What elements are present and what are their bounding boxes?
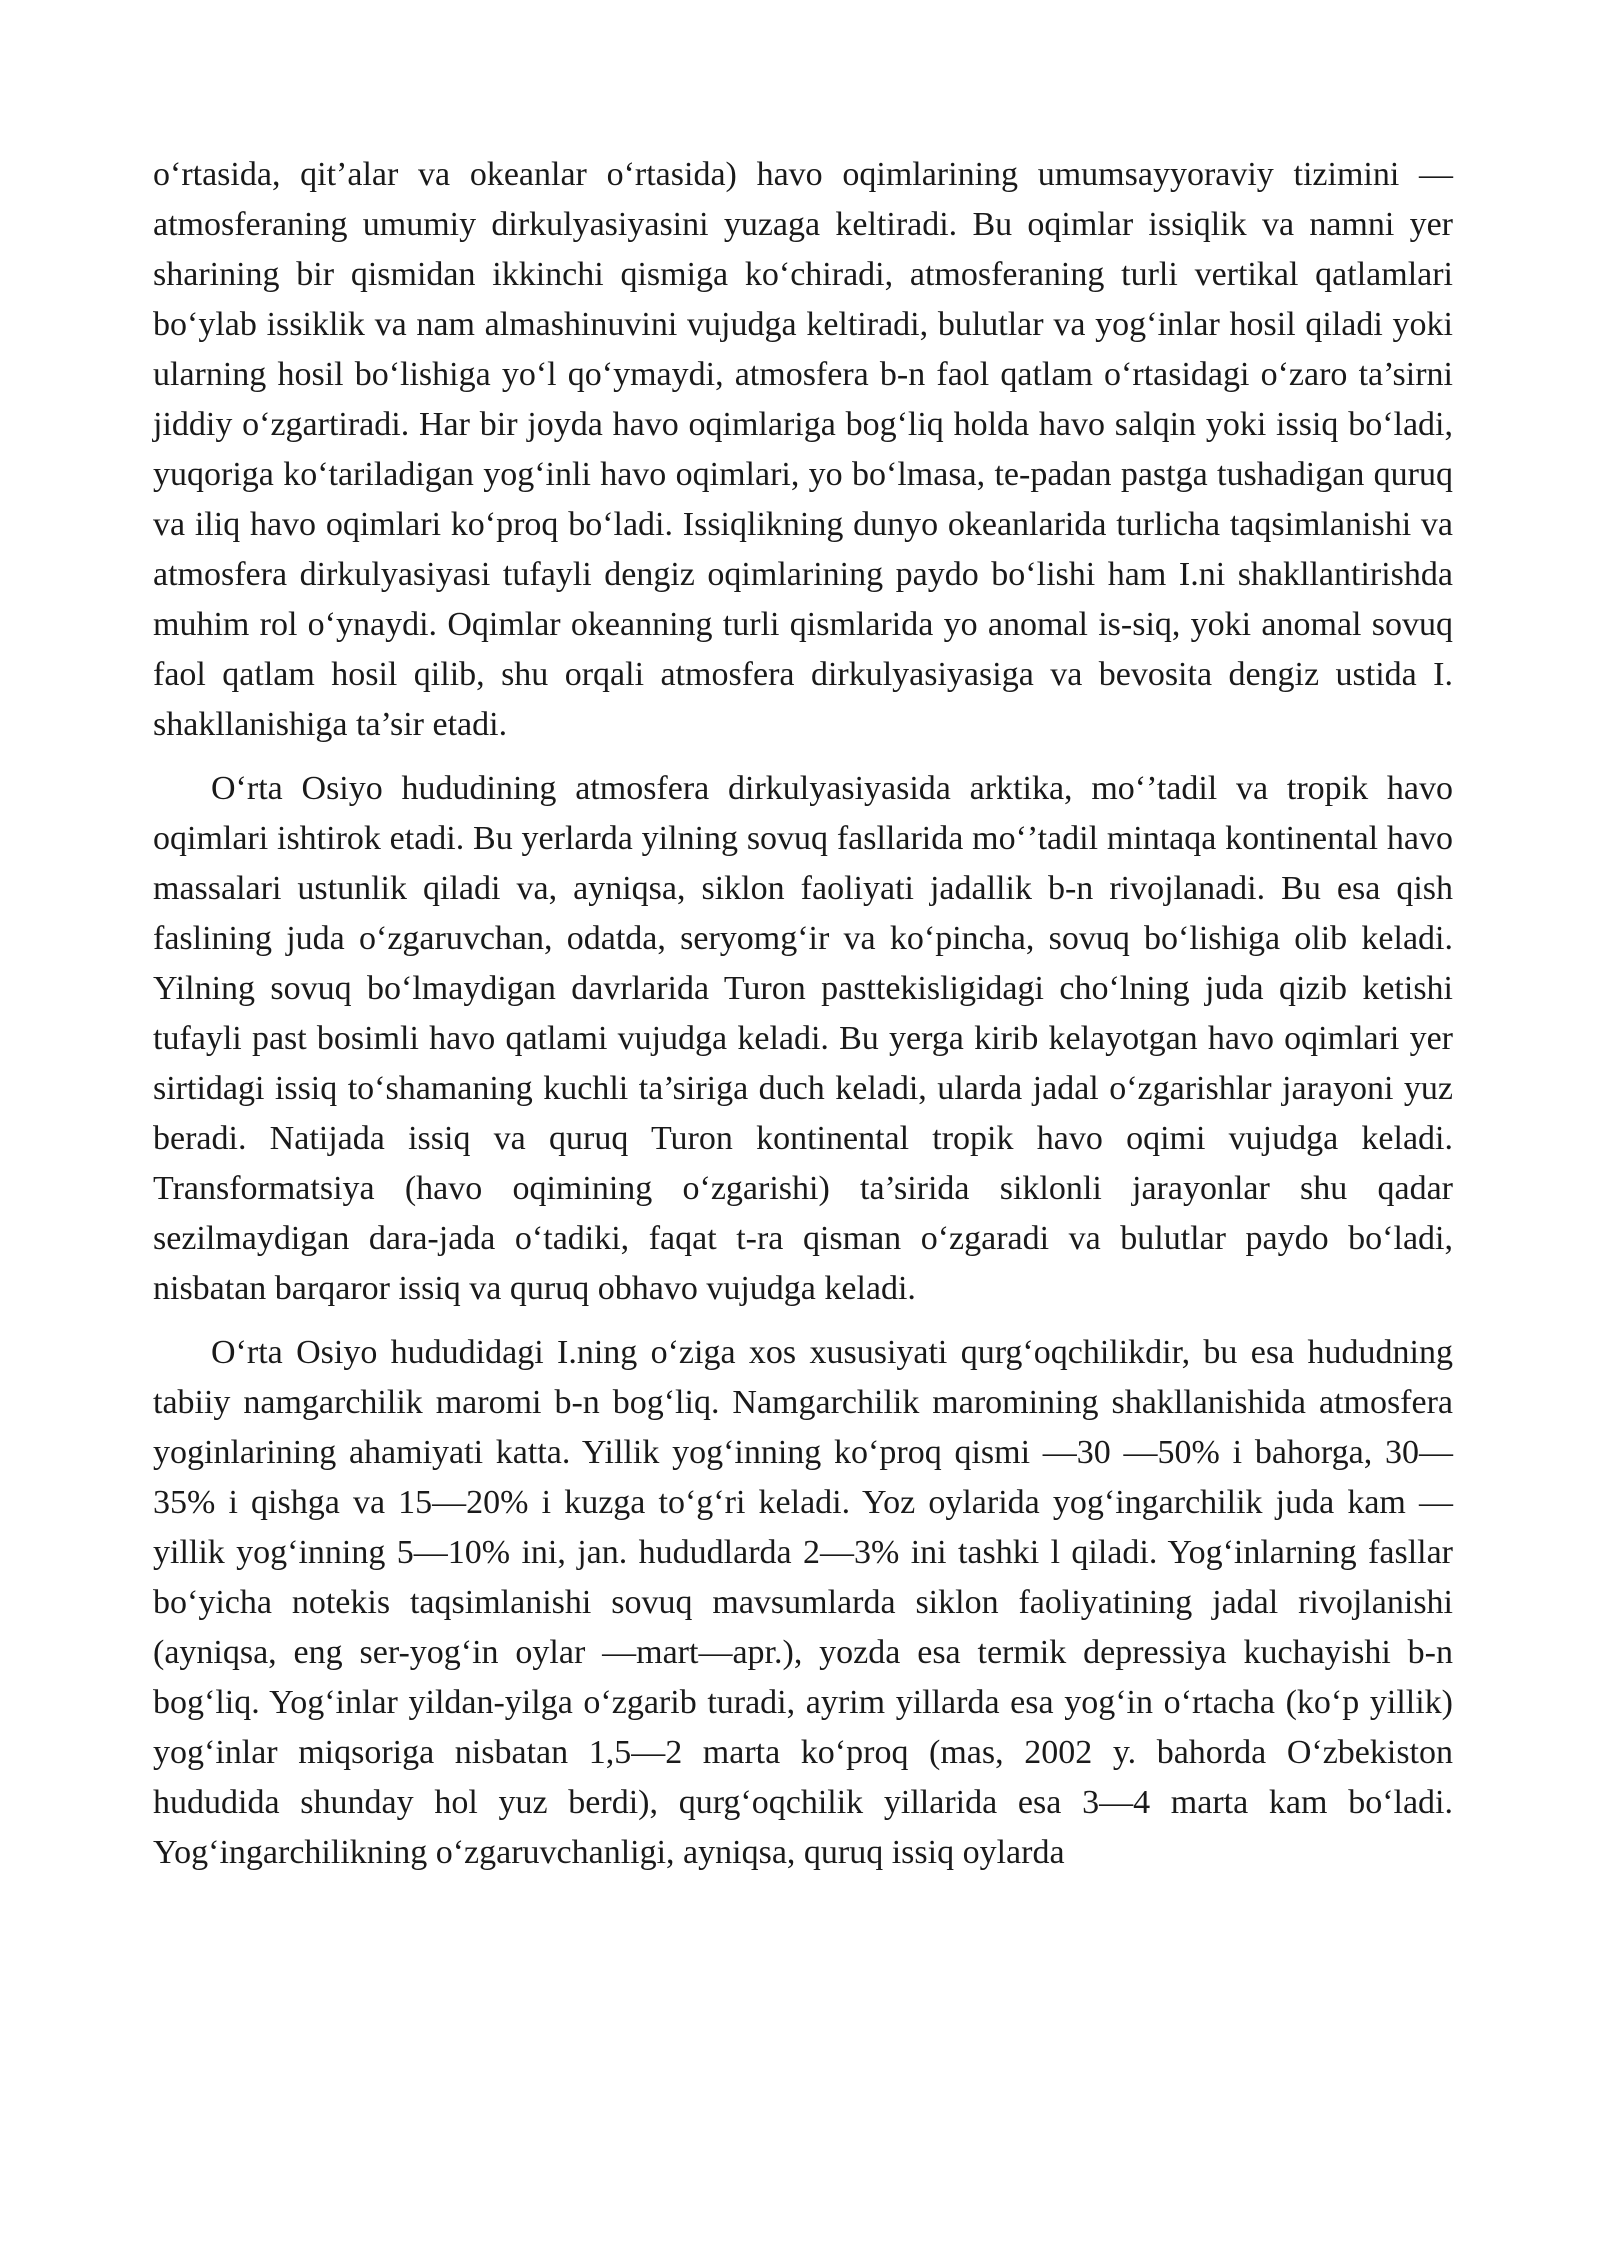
paragraph-2: O‘rta Osiyo hududining atmosfera dirkulyasiyasida arktika, mo‘’tadil va tropik havo oqimlari ishtirok etadi. Bu yerlarda yilning sovuq fasllarida mo‘’tadil mintaqa kontinental havo massalari ustunlik qiladi va, ayniqsa, siklon faoliyati jadallik b-n rivojlanadi. Bu esa qish faslining juda o‘zgaruvchan, odatda, seryomg‘ir va ko‘pincha, sovuq bo‘lishiga olib keladi. Yilning sovuq bo‘lmaydigan davrlarida Turon pasttekisligidagi cho‘lning juda qizib ketishi tufayli past bosimli havo qatlami vujudga keladi. Bu yerga kirib kelayotgan havo oqimlari yer sirtidagi issiq to‘shamaning kuchli ta’siriga duch keladi, ularda jadal o‘zgarishlar jarayoni yuz beradi. Natijada issiq va quruq Turon kontinental tropik havo oqimi vujudga keladi. Transformatsiya (havo oqimining o‘zgarishi) ta’sirida siklonli jarayonlar shu qadar sezilmaydigan dara-jada o‘tadiki, faqat t-ra qisman o‘zgaradi va bulutlar paydo bo‘ladi, nisbatan barqaror issiq va quruq obhavo vujudga keladi. (153, 770, 1453, 1307)
document-page (153, 150, 1453, 1892)
paragraph-1: o‘rtasida, qit’alar va okeanlar o‘rtasida) havo oqimlarining umumsayyoraviy tizimini — atmosferaning umumiy dirkulyasiyasini yuzaga keltiradi. Bu oqimlar issiqlik va namni yer sharining bir qismidan ikkinchi qismiga ko‘chiradi, atmosferaning turli vertikal qatlamlari bo‘ylab issiklik va nam almashinuvini vujudga keltiradi, bulutlar va yog‘inlar hosil qiladi yoki ularning hosil bo‘lishiga yo‘l qo‘ymaydi, atmosfera b-n faol qatlam o‘rtasidagi o‘zaro ta’sirni jiddiy o‘zgartiradi. Har bir joyda havo oqimlariga bog‘liq holda havo salqin yoki issiq bo‘ladi, yuqoriga ko‘tariladigan yog‘inli havo oqimlari, yo bo‘lmasa, te-padan pastga tushadigan quruq va iliq havo oqimlari ko‘proq bo‘ladi. Issiqlikning dunyo okeanlarida turlicha taqsimlanishi va atmosfera dirkulyasiyasi tufayli dengiz oqimlarining paydo bo‘lishi ham I.ni shakllantirishda muhim rol o‘ynaydi. Oqimlar okeanning turli qismlarida yo anomal is-siq, yoki anomal sovuq faol qatlam hosil qilib, shu orqali atmosfera dirkulyasiyasiga va bevosita dengiz ustida I. shakllanishiga ta’sir etadi. (153, 156, 1453, 743)
paragraph-3: O‘rta Osiyo hududidagi I.ning o‘ziga xos xususiyati qurg‘oqchilikdir, bu esa hududning tabiiy namgarchilik maromi b-n bog‘liq. Namgarchilik maromining shakllanishida atmosfera yoginlarining ahamiyati katta. Yillik yog‘inning ko‘proq qismi —30 —50% i bahorga, 30—35% i qishga va 15—20% i kuzga to‘g‘ri keladi. Yoz oylarida yog‘ingarchilik juda kam — yillik yog‘inning 5—10% ini, jan. hududlarda 2—3% ini tashki l qiladi. Yog‘inlarning fasllar bo‘yicha notekis taqsimlanishi sovuq mavsumlarda siklon faoliyatining jadal rivojlanishi (ayniqsa, eng ser-yog‘in oylar —mart—apr.), yozda esa termik depressiya kuchayishi b-n bog‘liq. Yog‘inlar yildan-yilga o‘zgarib turadi, ayrim yillarda esa yog‘in o‘rtacha (ko‘p yillik) yog‘inlar miqsoriga nisbatan 1,5—2 marta ko‘proq (mas, 2002 y. bahorda O‘zbekiston hududida shunday hol yuz berdi), qurg‘oqchilik yillarida esa 3—4 marta kam bo‘ladi. Yog‘ingarchilikning o‘zgaruvchanligi, ayniqsa, quruq issiq oylarda (153, 1334, 1453, 1871)
